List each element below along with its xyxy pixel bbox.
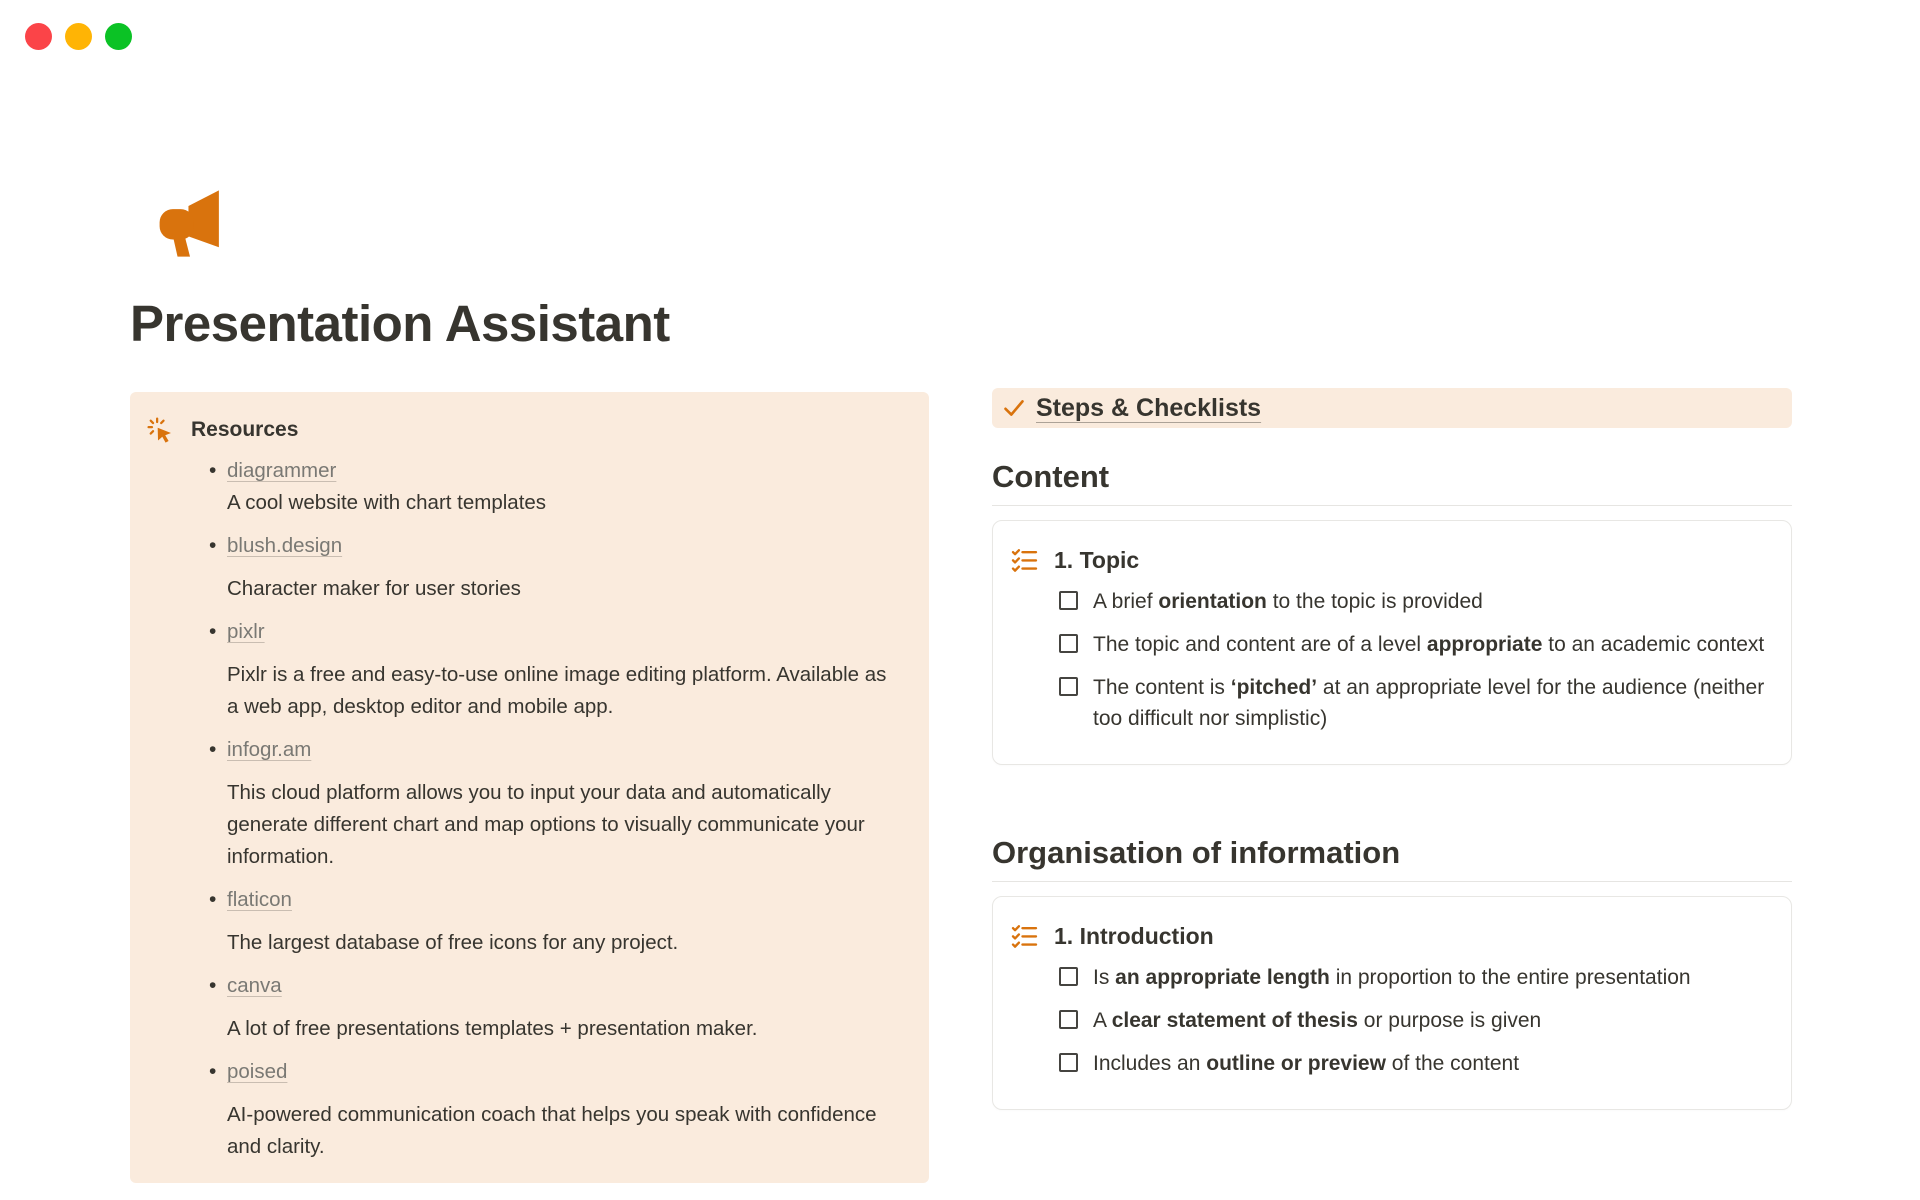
megaphone-icon [144, 181, 222, 259]
resource-description: Pixlr is a free and easy-to-use online image editing platform. Available as a web app, desktop editor and mobile app. [227, 663, 887, 718]
checklist-card-title: 1. Topic [1054, 547, 1140, 573]
checkbox-unchecked[interactable] [1059, 677, 1078, 696]
resource-description: AI-powered communication coach that helps you speak with confidence and clarity. [227, 1103, 877, 1158]
resource-link[interactable]: infogr.am [227, 738, 312, 761]
bullet-dot: • [209, 738, 217, 761]
bullet-dot: • [209, 974, 217, 997]
checklist-item [1059, 962, 1771, 993]
steps-checklists-block[interactable] [992, 388, 1792, 428]
divider [992, 881, 1792, 882]
resource-description: The largest database of free icons for any project. [227, 931, 679, 954]
bullet-dot: • [209, 534, 217, 557]
section-content [992, 458, 1792, 765]
resource-link[interactable]: pixlr [227, 620, 265, 643]
checklist-item-text: The content is ‘pitched’ at an appropriate level for the audience (neither too difficult nor simplistic) [1093, 676, 1765, 730]
check-icon [1002, 396, 1026, 420]
resource-link[interactable]: blush.design [227, 534, 343, 557]
topic-checklist-card [992, 520, 1792, 765]
resources-title: Resources [191, 418, 299, 441]
checklist-item [1059, 586, 1771, 617]
close-button[interactable] [25, 23, 52, 50]
checkbox-unchecked[interactable] [1059, 591, 1078, 610]
checkbox-unchecked[interactable] [1059, 1053, 1078, 1072]
resource-description: A cool website with chart templates [227, 491, 547, 514]
card-header [1011, 546, 1771, 574]
card-header [1011, 922, 1771, 950]
page-icon-button[interactable] [144, 181, 222, 259]
introduction-checklist-card [992, 896, 1792, 1110]
bullet-dot: • [209, 1060, 217, 1083]
resource-item [209, 970, 899, 1045]
window-controls [25, 23, 132, 50]
steps-checklists-link[interactable]: Steps & Checklists [1036, 394, 1262, 422]
resource-link[interactable]: diagrammer [227, 459, 337, 482]
resource-link[interactable]: poised [227, 1060, 288, 1083]
checklist-item [1059, 1048, 1771, 1079]
resource-item [209, 884, 899, 959]
section-organisation [992, 834, 1792, 1110]
resource-item [209, 734, 899, 873]
resource-item [209, 455, 899, 519]
divider [992, 505, 1792, 506]
resource-description: A lot of free presentations templates + presentation maker. [227, 1017, 758, 1040]
resource-item [209, 1056, 899, 1163]
resources-header [147, 416, 899, 444]
resource-description: This cloud platform allows you to input your data and automatically generate different chart and map options to visually communicate your information. [227, 781, 865, 868]
bullet-dot: • [209, 888, 217, 911]
resource-link[interactable]: canva [227, 974, 282, 997]
checklist-item-text: Is an appropriate length in proportion to the entire presentation [1093, 966, 1691, 989]
checklist-item-text: A brief orientation to the topic is provided [1093, 590, 1483, 613]
resource-description: Character maker for user stories [227, 577, 521, 600]
checklists-column [992, 388, 1792, 1110]
checklist-icon [1011, 547, 1038, 574]
checklist-items [1059, 586, 1771, 734]
checklist-icon [1011, 923, 1038, 950]
checklist-items [1059, 962, 1771, 1079]
checklist-item-text: A clear statement of thesis or purpose is given [1093, 1009, 1542, 1032]
resource-item [209, 530, 899, 605]
checklist-item [1059, 672, 1771, 734]
checklist-item-text: Includes an outline or preview of the content [1093, 1052, 1520, 1075]
resources-callout [130, 392, 929, 1183]
cursor-click-icon [147, 417, 174, 444]
resource-link[interactable]: flaticon [227, 888, 292, 911]
organisation-heading: Organisation of information [992, 835, 1401, 870]
checklist-item [1059, 629, 1771, 660]
checkbox-unchecked[interactable] [1059, 634, 1078, 653]
resources-list [209, 455, 899, 1163]
checklist-item-text: The topic and content are of a level appropriate to an academic context [1093, 633, 1765, 656]
maximize-button[interactable] [105, 23, 132, 50]
checkbox-unchecked[interactable] [1059, 1010, 1078, 1029]
bullet-dot: • [209, 620, 217, 643]
checklist-card-title: 1. Introduction [1054, 923, 1214, 949]
checklist-item [1059, 1005, 1771, 1036]
bullet-dot: • [209, 459, 217, 482]
checkbox-unchecked[interactable] [1059, 967, 1078, 986]
page-title: Presentation Assistant [130, 295, 670, 352]
resource-item [209, 616, 899, 723]
content-heading: Content [992, 459, 1110, 494]
minimize-button[interactable] [65, 23, 92, 50]
